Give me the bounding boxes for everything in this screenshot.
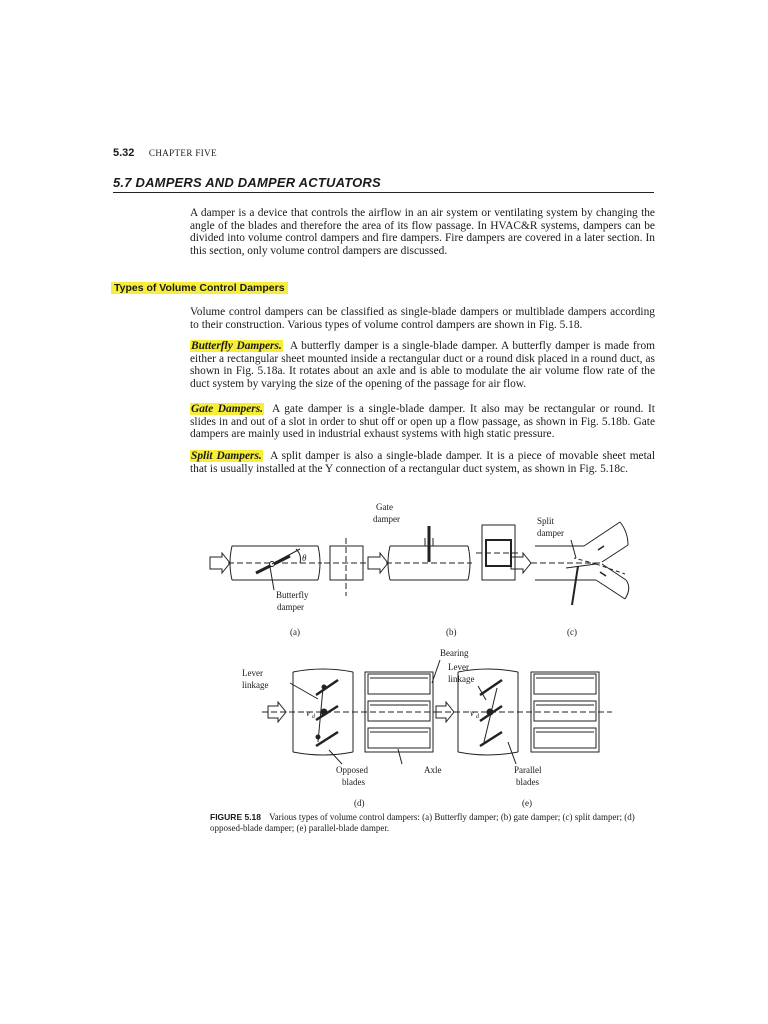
- fig-label-vd-sub-1: d: [312, 714, 315, 720]
- fig-label-vd-2: v: [470, 708, 474, 718]
- fig-label-lever-1: Lever: [242, 668, 263, 678]
- butterfly-text: A butterfly damper is a single-blade damper. A butterfly damper is made from either a rectangular sheet mounted inside a rectangular duct or a round disk placed in a round duct, as shown in Fig. 5.18a. It rotates about an axle and is able to modulate the air volume flow rate of the duct system by varying the size of the opening of the passage for air flow.: [190, 340, 656, 390]
- butterfly-damper-diagram: [210, 538, 368, 596]
- fig-label-lever-2: linkage: [242, 680, 269, 690]
- fig-label-gate-1: Gate: [376, 502, 393, 512]
- butterfly-term: Butterfly Dampers.: [191, 340, 282, 352]
- chapter-label: CHAPTER FIVE: [148, 148, 217, 158]
- opposed-blade-damper-diagram: [262, 660, 440, 764]
- fig-label-axle: Axle: [424, 765, 442, 775]
- gate-text: A gate damper is a single-blade damper. It also may be rectangular or round. It slides in and out of a slot in order to shut off or open up a flow passage, as shown in Fig. 5.18b. Gate dampers are mainly used in industrial exhaust systems with high static pressure.: [190, 403, 655, 441]
- fig-label-split-2: damper: [537, 528, 564, 538]
- section-title: 5.7 DAMPERS AND DAMPER ACTUATORS: [113, 175, 381, 190]
- gate-damper-diagram: [368, 525, 520, 580]
- caption-text: Various types of volume control dampers: (a) Butterfly damper; (b) gate damper; (c) split damper; (d) opposed-blade damper; (e) parallel-blade damper.: [210, 812, 635, 833]
- fig-panel-c: (c): [567, 627, 577, 637]
- fig-label-split-1: Split: [537, 516, 555, 526]
- split-term: Split Dampers.: [191, 450, 262, 462]
- fig-label-vd-1: v: [306, 708, 310, 718]
- fig-label-parallel-2: blades: [516, 777, 539, 787]
- fig-label-bearing: Bearing: [440, 648, 469, 658]
- fig-label-lever2-1: Lever: [448, 662, 469, 672]
- fig-label-lever2-2: linkage: [448, 674, 475, 684]
- fig-panel-b: (b): [446, 627, 457, 637]
- fig-label-opposed-2: blades: [342, 777, 365, 787]
- fig-label-butterfly-2: damper: [277, 602, 304, 612]
- figure-caption: [210, 812, 640, 834]
- fig-label-vd-sub-2: d: [476, 714, 479, 720]
- intro-paragraph: A damper is a device that controls the airflow in an air system or ventilating system by changing the angle of the blades and therefore the area of its flow passage. In HVAC&R systems, dampers can be divided into volume control dampers and fire dampers. Fire dampers are covered in a later section. In this section, only volume control dampers are discussed.: [190, 207, 655, 257]
- fig-label-theta: θ: [302, 553, 307, 563]
- fig-label-gate-2: damper: [373, 514, 400, 524]
- subsection-intro: Volume control dampers can be classified as single-blade dampers or multiblade dampers according to their construction. Various types of volume control dampers are shown in Fig. 5.18.: [190, 306, 655, 331]
- split-text: A split damper is also a single-blade damper. It is a piece of movable sheet metal that is usually installed at the Y connection of a rectangular duct system, as shown in Fig. 5.18c.: [190, 450, 656, 475]
- caption-label: FIGURE 5.18: [210, 812, 262, 822]
- subsection-title: Types of Volume Control Dampers: [111, 282, 288, 294]
- fig-label-parallel-1: Parallel: [514, 765, 542, 775]
- gate-term: Gate Dampers.: [191, 403, 264, 415]
- fig-panel-e: (e): [522, 798, 532, 808]
- page-number: 5.32: [113, 147, 135, 159]
- fig-panel-d: (d): [354, 798, 365, 808]
- fig-label-butterfly-1: Butterfly: [276, 590, 309, 600]
- fig-panel-a: (a): [290, 627, 300, 637]
- split-damper-diagram: [511, 522, 629, 605]
- fig-label-opposed-1: Opposed: [336, 765, 368, 775]
